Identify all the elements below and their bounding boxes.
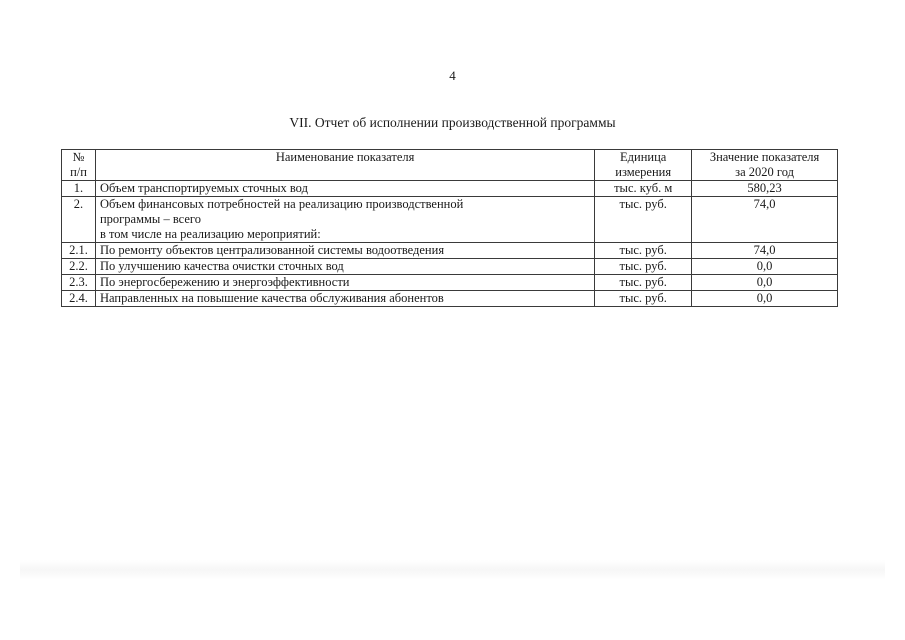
header-unit-line: Единица [620,150,667,164]
row-num: 1. [62,181,96,197]
row-unit: тыс. руб. [595,243,692,259]
row-value: 0,0 [692,275,838,291]
table-row [62,197,838,243]
row-value: 0,0 [692,291,838,307]
row-name [95,243,594,259]
row-unit: тыс. руб. [595,275,692,291]
production-program-report-table [61,149,838,307]
table-header-row [62,150,838,181]
table-row [62,291,838,307]
row-name-line: По ремонту объектов централизованной системы водоотведения [99,243,445,257]
header-value-line: Значение показателя [709,150,820,164]
row-value: 74,0 [692,197,838,243]
table-row [62,259,838,275]
header-name: Наименование показателя [95,150,594,181]
header-value-line: за 2020 год [735,165,794,179]
row-unit: тыс. руб. [595,197,692,243]
header-value [692,150,838,181]
row-value: 580,23 [692,181,838,197]
page-number: 4 [449,68,456,83]
row-name-line: По энергосбережению и энергоэффективности [99,275,350,289]
row-num: 2.2. [62,259,96,275]
row-name [95,291,594,307]
row-num: 2.4. [62,291,96,307]
row-name-line: Объем финансовых потребностей на реализацию производственной [99,197,464,211]
row-name [95,259,594,275]
row-name [95,181,594,197]
row-unit: тыс. руб. [595,291,692,307]
row-num: 2.1. [62,243,96,259]
header-unit-line: измерения [615,165,672,179]
row-num: 2. [62,197,96,243]
header-num [62,150,96,181]
row-name [95,275,594,291]
row-value: 74,0 [692,243,838,259]
row-value: 0,0 [692,259,838,275]
row-name-line: Направленных на повышение качества обслуживания абонентов [99,291,444,305]
section-title: VII. Отчет об исполнении производственной программы [289,115,616,130]
table-row [62,243,838,259]
row-unit: тыс. руб. [595,259,692,275]
row-name-line: в том числе на реализацию мероприятий: [99,227,321,241]
row-num: 2.3. [62,275,96,291]
row-name [95,197,594,243]
header-num-line: п/п [70,165,87,179]
row-name-line: По улучшению качества очистки сточных вод [99,259,344,273]
header-unit [595,150,692,181]
row-name-line: Объем транспортируемых сточных вод [99,181,308,195]
table-row [62,181,838,197]
row-name-line: программы – всего [99,212,201,226]
scan-shadow [20,560,885,580]
table-row [62,275,838,291]
row-unit: тыс. куб. м [595,181,692,197]
header-num-line: № [72,150,85,164]
